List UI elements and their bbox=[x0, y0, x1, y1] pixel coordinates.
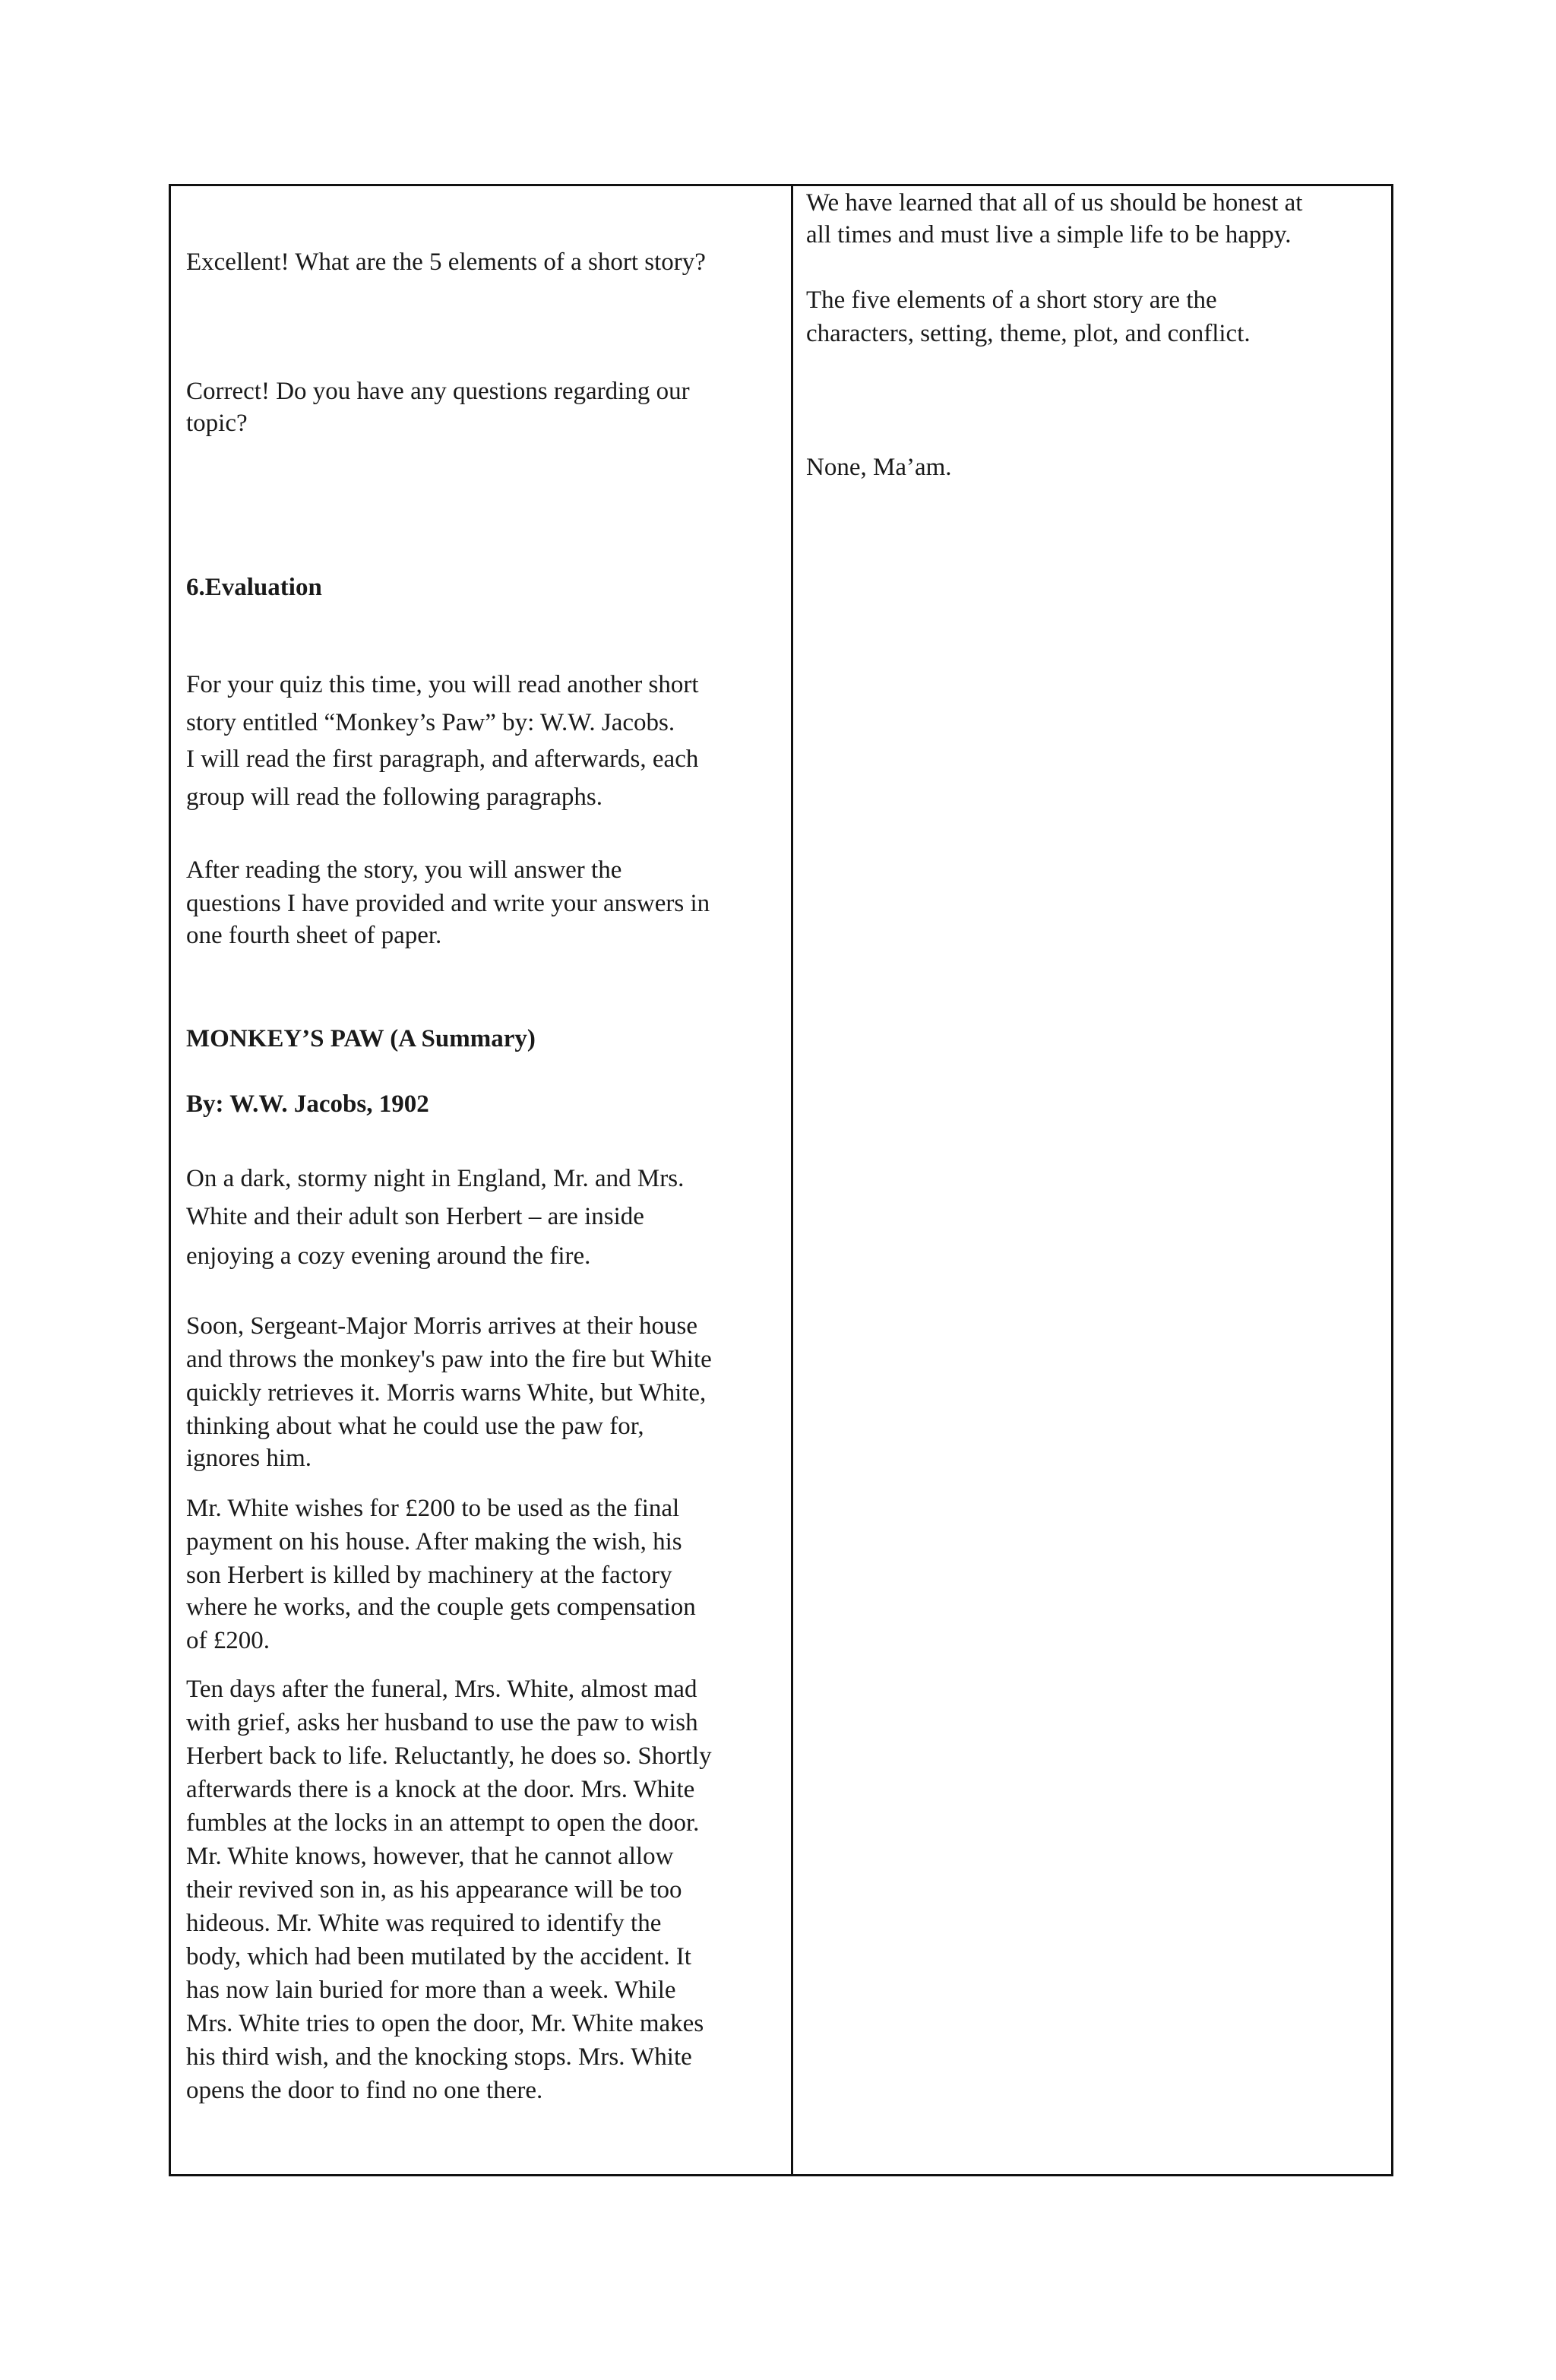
paragraph-4-line-12: his third wish, and the knocking stops. Mrs. White bbox=[186, 2043, 692, 2071]
quiz-instructions-line-2: story entitled “Monkey’s Paw” by: W.W. Jacobs. bbox=[186, 709, 675, 736]
paragraph-2-line-2: and throws the monkey's paw into the fire but White bbox=[186, 1346, 712, 1373]
paragraph-3-line-5: of £200. bbox=[186, 1627, 270, 1654]
paragraph-4-line-5: fumbles at the locks in an attempt to open the door. bbox=[186, 1809, 700, 1837]
after-reading-line-3: one fourth sheet of paper. bbox=[186, 922, 442, 949]
paragraph-4-line-8: hideous. Mr. White was required to identify the bbox=[186, 1910, 662, 1937]
paragraph-3-line-2: payment on his house. After making the wish, his bbox=[186, 1528, 682, 1556]
paragraph-4-line-11: Mrs. White tries to open the door, Mr. White makes bbox=[186, 2010, 704, 2037]
paragraph-4-line-1: Ten days after the funeral, Mrs. White, almost mad bbox=[186, 1676, 697, 1703]
paragraph-4-line-2: with grief, asks her husband to use the paw to wish bbox=[186, 1709, 698, 1736]
story-byline: By: W.W. Jacobs, 1902 bbox=[186, 1090, 429, 1118]
lesson-learned-line-2: all times and must live a simple life to be happy. bbox=[806, 221, 1292, 248]
paragraph-4-line-7: their revived son in, as his appearance will be too bbox=[186, 1876, 682, 1904]
paragraph-2-line-1: Soon, Sergeant-Major Morris arrives at their house bbox=[186, 1312, 697, 1340]
paragraph-3-line-3: son Herbert is killed by machinery at the factory bbox=[186, 1562, 672, 1589]
quiz-instructions-line-3: I will read the first paragraph, and afterwards, each bbox=[186, 745, 699, 773]
paragraph-3-line-1: Mr. White wishes for £200 to be used as the final bbox=[186, 1495, 680, 1522]
correct-prompt-line-2: topic? bbox=[186, 410, 248, 437]
paragraph-1-line-3: enjoying a cozy evening around the fire. bbox=[186, 1242, 591, 1270]
column-divider bbox=[791, 186, 793, 2174]
lesson-learned-line-1: We have learned that all of us should be honest at bbox=[806, 189, 1303, 217]
paragraph-1-line-2: White and their adult son Herbert – are inside bbox=[186, 1203, 644, 1230]
evaluation-heading: 6.Evaluation bbox=[186, 574, 322, 601]
paragraph-2-line-3: quickly retrieves it. Morris warns White, but White, bbox=[186, 1379, 707, 1407]
paragraph-4-line-9: body, which had been mutilated by the accident. It bbox=[186, 1943, 691, 1970]
five-elements-line-1: The five elements of a short story are the bbox=[806, 286, 1217, 314]
lesson-plan-table bbox=[169, 184, 1393, 2176]
after-reading-line-2: questions I have provided and write your answers in bbox=[186, 890, 710, 917]
paragraph-3-line-4: where he works, and the couple gets compensation bbox=[186, 1594, 696, 1621]
paragraph-2-line-4: thinking about what he could use the paw for, bbox=[186, 1413, 644, 1440]
paragraph-4-line-4: afterwards there is a knock at the door. Mrs. White bbox=[186, 1776, 695, 1803]
excellent-prompt: Excellent! What are the 5 elements of a short story? bbox=[186, 248, 706, 276]
paragraph-4-line-10: has now lain buried for more than a week. While bbox=[186, 1976, 676, 2004]
correct-prompt-line-1: Correct! Do you have any questions regarding our bbox=[186, 378, 690, 405]
after-reading-line-1: After reading the story, you will answer the bbox=[186, 856, 622, 884]
five-elements-line-2: characters, setting, theme, plot, and conflict. bbox=[806, 320, 1251, 347]
paragraph-1-line-1: On a dark, stormy night in England, Mr. and Mrs. bbox=[186, 1165, 685, 1192]
story-title: MONKEY’S PAW (A Summary) bbox=[186, 1025, 536, 1052]
quiz-instructions-line-4: group will read the following paragraphs. bbox=[186, 783, 603, 811]
paragraph-4-line-13: opens the door to find no one there. bbox=[186, 2077, 543, 2104]
paragraph-4-line-3: Herbert back to life. Reluctantly, he does so. Shortly bbox=[186, 1742, 712, 1770]
no-questions-answer: None, Ma’am. bbox=[806, 454, 952, 481]
paragraph-2-line-5: ignores him. bbox=[186, 1445, 312, 1472]
paragraph-4-line-6: Mr. White knows, however, that he cannot allow bbox=[186, 1843, 674, 1870]
quiz-instructions-line-1: For your quiz this time, you will read another short bbox=[186, 671, 699, 698]
